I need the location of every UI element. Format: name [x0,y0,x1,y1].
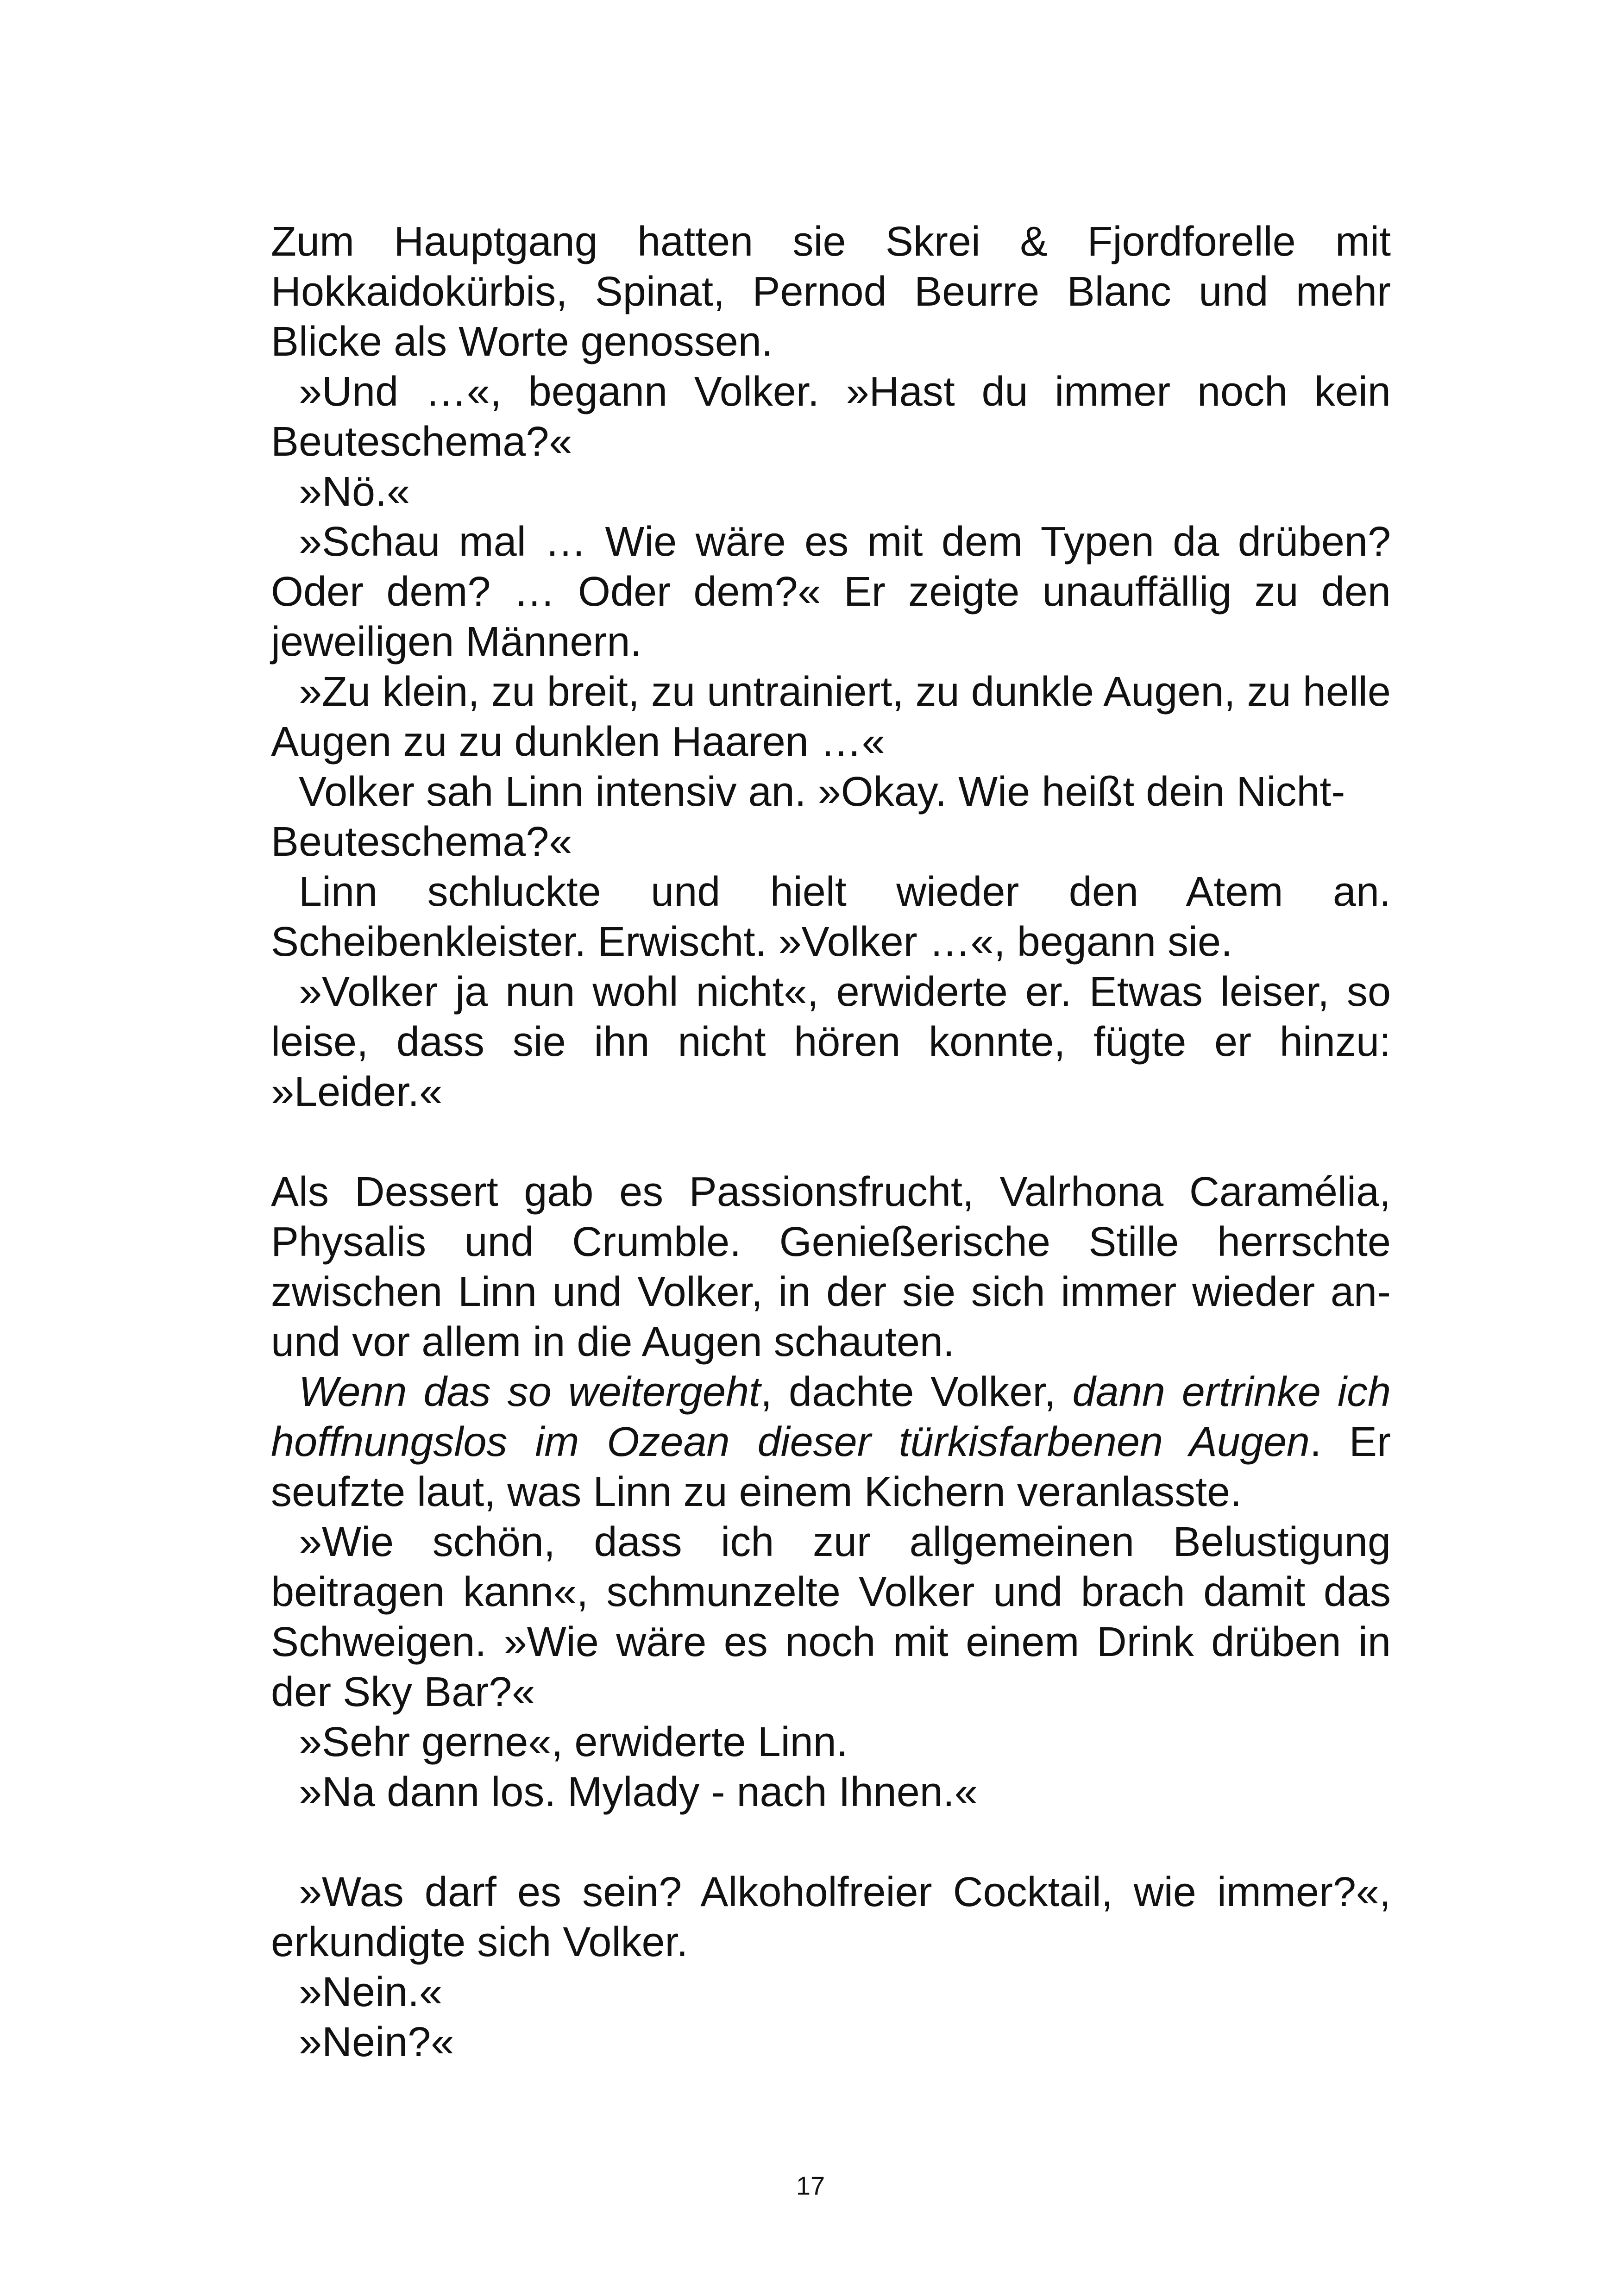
paragraph: »Nein.« [299,1969,443,2015]
paragraph: »Nein?« [299,2019,454,2065]
page-number: 17 [796,2171,825,2200]
paragraph: »Na dann los. Mylady - nach Ihnen.« [299,1769,978,1815]
paragraph: »Volker ja nun wohl nicht«, erwiderte er. Etwas leiser, so leise, dass sie ihn nicht hören konnte, fügte er hinzu: »Leider.« [271,969,1391,1115]
paragraph: »Was darf es sein? Alkoholfreier Cocktail, wie immer?«, erkundigte sich Volker. [271,1869,1391,1965]
text-span: . Er seufzte laut, was Linn zu einem Kichern veranlasste. [271,1419,1391,1515]
paragraph: »Nö.« [299,469,410,515]
page-body-text [271,217,1391,2067]
paragraph: Als Dessert gab es Passionsfrucht, Valrhona Caramélia, Physalis und Crumble. Genießerische Stille herrschte zwischen Linn und Volker, in der sie sich immer wieder an- und vor allem in die Augen schauten. [271,1169,1391,1365]
paragraph: »Zu klein, zu breit, zu untrainiert, zu dunkle Augen, zu helle Augen zu zu dunklen Haaren …« [271,669,1391,765]
paragraph: »Wie schön, dass ich zur allgemeinen Belustigung beitragen kann«, schmunzelte Volker und brach damit das Schweigen. »Wie wäre es noch mit einem Drink drüben in der Sky Bar?« [271,1519,1391,1715]
paragraph: »Sehr gerne«, erwiderte Linn. [299,1719,848,1765]
paragraph: Linn schluckte und hielt wieder den Atem an. Scheibenkleister. Erwischt. »Volker …«, begann sie. [271,869,1391,965]
paragraph: Zum Hauptgang hatten sie Skrei & Fjordforelle mit Hokkaidokürbis, Spinat, Pernod Beurre Blanc und mehr Blicke als Worte genossen. [271,219,1391,365]
paragraph: »Schau mal … Wie wäre es mit dem Typen da drüben? Oder dem? … Oder dem?« Er zeigte unauffällig zu den jeweiligen Männern. [271,519,1391,665]
italic-thought: Wenn das so weitergeht [299,1369,761,1415]
paragraph-with-italics [271,1367,1391,1517]
italic-thought: dann ertrinke ich hoffnungslos im Ozean dieser türkisfarbenen Augen [271,1369,1391,1465]
paragraph: »Und …«, begann Volker. »Hast du immer noch kein Beuteschema?« [271,369,1391,465]
paragraph: Volker sah Linn intensiv an. »Okay. Wie heißt dein Nicht-Beuteschema?« [271,769,1345,865]
text-span: , dachte Volker, [760,1369,1073,1415]
